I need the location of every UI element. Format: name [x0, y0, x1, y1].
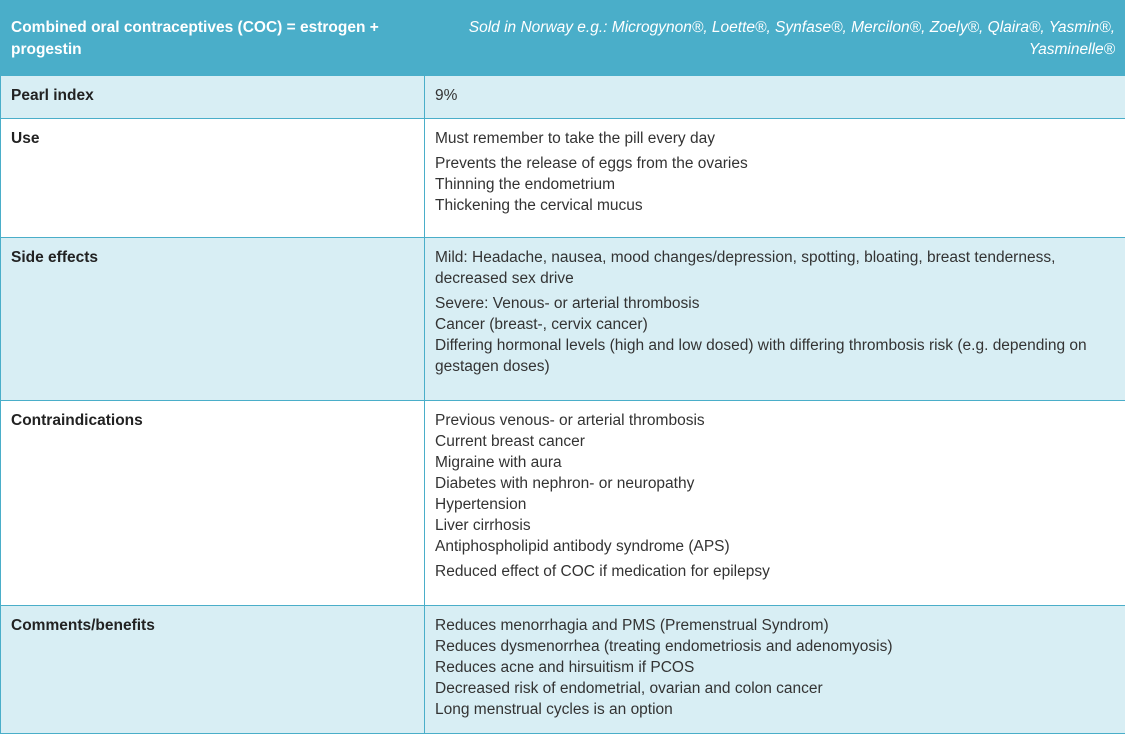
row-line: Thinning the endometrium: [435, 174, 1115, 195]
table-title: Combined oral contraceptives (COC) = estrogen + progestin: [1, 1, 425, 76]
row-line: Cancer (breast-, cervix cancer): [435, 314, 1115, 335]
table-header-row: [1, 1, 1125, 76]
brands-note: Sold in Norway e.g.: Microgynon®, Loette®, Synfase®, Mercilon®, Zoely®, Qlaira®, Yasmin®, Yasminelle®: [425, 1, 1125, 76]
row-line: Thickening the cervical mucus: [435, 195, 1115, 216]
row-line: Reduces acne and hirsuitism if PCOS: [435, 657, 1115, 678]
row-line: Must remember to take the pill every day: [435, 128, 1115, 149]
row-line: Decreased risk of endometrial, ovarian and colon cancer: [435, 678, 1115, 699]
row-line: Reduced effect of COC if medication for epilepsy: [435, 561, 1115, 582]
row-value: [425, 76, 1125, 119]
row-line: Mild: Headache, nausea, mood changes/depression, spotting, bloating, breast tenderness, decreased sex drive: [435, 247, 1115, 289]
row-line: Reduces menorrhagia and PMS (Premenstrual Syndrom): [435, 615, 1115, 636]
row-line: Prevents the release of eggs from the ovaries: [435, 153, 1115, 174]
row-line: Previous venous- or arterial thrombosis: [435, 410, 1115, 431]
row-line: Migraine with aura: [435, 452, 1115, 473]
row-line: Liver cirrhosis: [435, 515, 1115, 536]
row-line: Diabetes with nephron- or neuropathy: [435, 473, 1115, 494]
row-line: Severe: Venous- or arterial thrombosis: [435, 293, 1115, 314]
row-line: Hypertension: [435, 494, 1115, 515]
row-value: [425, 238, 1125, 401]
row-line: 9%: [435, 85, 1115, 106]
row-label: Comments/benefits: [1, 606, 425, 734]
table-row-use: [1, 119, 1125, 238]
row-line: Differing hormonal levels (high and low dosed) with differing thrombosis risk (e.g. depending on gestagen doses): [435, 335, 1115, 377]
row-label: Use: [1, 119, 425, 238]
row-line: Current breast cancer: [435, 431, 1115, 452]
row-label: Contraindications: [1, 401, 425, 606]
table-row-contraindications: [1, 401, 1125, 606]
table-row-comments-benefits: [1, 606, 1125, 734]
row-line: Long menstrual cycles is an option: [435, 699, 1115, 720]
row-line: Antiphospholipid antibody syndrome (APS): [435, 536, 1115, 557]
row-label: Pearl index: [1, 76, 425, 119]
row-value: [425, 401, 1125, 606]
row-value: [425, 606, 1125, 734]
row-label: Side effects: [1, 238, 425, 401]
table-row-pearl-index: [1, 76, 1125, 119]
table-row-side-effects: [1, 238, 1125, 401]
row-value: [425, 119, 1125, 238]
row-line: Reduces dysmenorrhea (treating endometriosis and adenomyosis): [435, 636, 1115, 657]
